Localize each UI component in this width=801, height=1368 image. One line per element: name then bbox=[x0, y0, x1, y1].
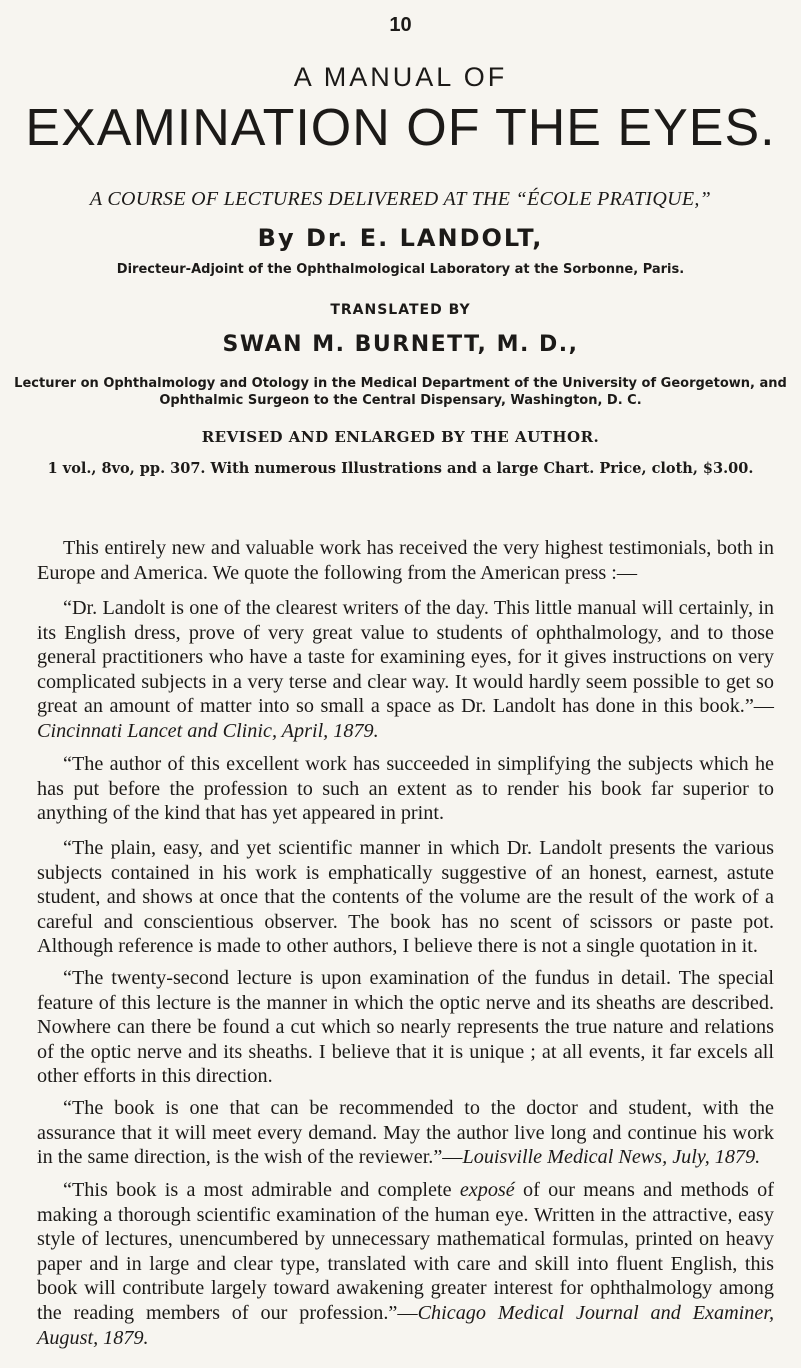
book-subtitle: A COURSE OF LECTURES DELIVERED AT THE “ÉCOLE PRATIQUE,” bbox=[89, 188, 712, 210]
review-paragraph bbox=[37, 966, 774, 1089]
review-paragraph bbox=[37, 836, 774, 959]
review-text-lead: “This book is a most admirable and complete bbox=[63, 1179, 460, 1201]
intro-paragraph: This entirely new and valuable work has received the very highest testimonials, both in Europe and America. We quote the following from the American press :— bbox=[37, 537, 774, 584]
translator-position: Lecturer on Ophthalmology and Otology in the Medical Department of the University of Georgetown, and Ophthalmic Surgeon to the Central Dispensary, Washington, D. C. bbox=[14, 376, 787, 408]
author-position: Directeur-Adjoint of the Ophthalmological Laboratory at the Sorbonne, Paris. bbox=[116, 262, 685, 277]
emphasis-word: exposé bbox=[459, 1179, 515, 1201]
review-text: “Dr. Landolt is one of the clearest writers of the day. This little manual will certainly, in its English dress, prove of very great value to students of ophthalmology, and to those general practitioners who have a taste for examining eyes, for it gives instructions on very complicated subjects in a very terse and clear way. It would hardly seem possible to get so great an amount of matter into so small a space as Dr. Landolt has done in this book.”— bbox=[37, 597, 774, 718]
author-name: By Dr. E. LANDOLT, bbox=[257, 224, 544, 252]
publication-info: 1 vol., 8vo, pp. 307. With numerous Illustrations and a large Chart. Price, cloth, $3.00. bbox=[47, 460, 754, 477]
translated-by-label: TRANSLATED BY bbox=[330, 302, 471, 318]
review-text: “The twenty-second lecture is upon examination of the fundus in detail. The special feature of this lecture is the manner in which the optic nerve and its sheaths are described. Nowhere can there be found a cut which so nearly represents the true nature and relations of the optic nerve and its sheaths. I believe that it is unique ; at all events, it far excels all other efforts in this direction. bbox=[37, 967, 774, 1088]
review-source: Louisville Medical News, July, 1879. bbox=[462, 1146, 761, 1169]
review-paragraph bbox=[37, 596, 774, 744]
review-text: “The plain, easy, and yet scientific manner in which Dr. Landolt presents the various subjects contained in his work is emphatically suggestive of an honest, earnest, astute student, and shows at once that the contents of the volume are the result of the work of a careful and conscientious observer. The book has no scent of scissors or paste pot. Although reference is made to other authors, I believe there is not a single quotation in it. bbox=[37, 837, 774, 958]
review-paragraph bbox=[37, 752, 774, 826]
page-number: 10 bbox=[389, 14, 412, 36]
review-text: “The author of this excellent work has succeeded in simplifying the subjects which he has put before the profession to such an extent as to render his book far superior to anything of the kind that has yet appeared in print. bbox=[37, 753, 774, 825]
review-paragraph bbox=[37, 1096, 774, 1170]
review-paragraph bbox=[37, 1178, 774, 1350]
translator-name: SWAN M. BURNETT, M. D., bbox=[222, 332, 579, 357]
book-title: EXAMINATION OF THE EYES. bbox=[25, 99, 776, 157]
title-prefix: A MANUAL OF bbox=[293, 62, 508, 92]
revised-note: REVISED AND ENLARGED BY THE AUTHOR. bbox=[201, 428, 600, 446]
review-text: of our means and methods of making a thorough scientific examination of the human eye. Written in the attractive, easy style of lectures, unencumbered by unnecessary mathematical formulas, printed on heavy paper and in large and clear type, translated with care and skill into fluent English, this book will contribute largely toward awakening greater interest for ophthalmology among the reading members of our profession.”— bbox=[37, 1179, 774, 1324]
review-text: “The book is one that can be recommended to the doctor and student, with the assurance that it will meet every demand. May the author live long and continue his work in the same direction, is the wish of the reviewer.”— bbox=[37, 1097, 774, 1169]
review-source: Cincinnati Lancet and Clinic, April, 1879. bbox=[37, 719, 379, 742]
review-source: Chicago Medical Journal and Examiner, August, 1879. bbox=[37, 1301, 774, 1349]
